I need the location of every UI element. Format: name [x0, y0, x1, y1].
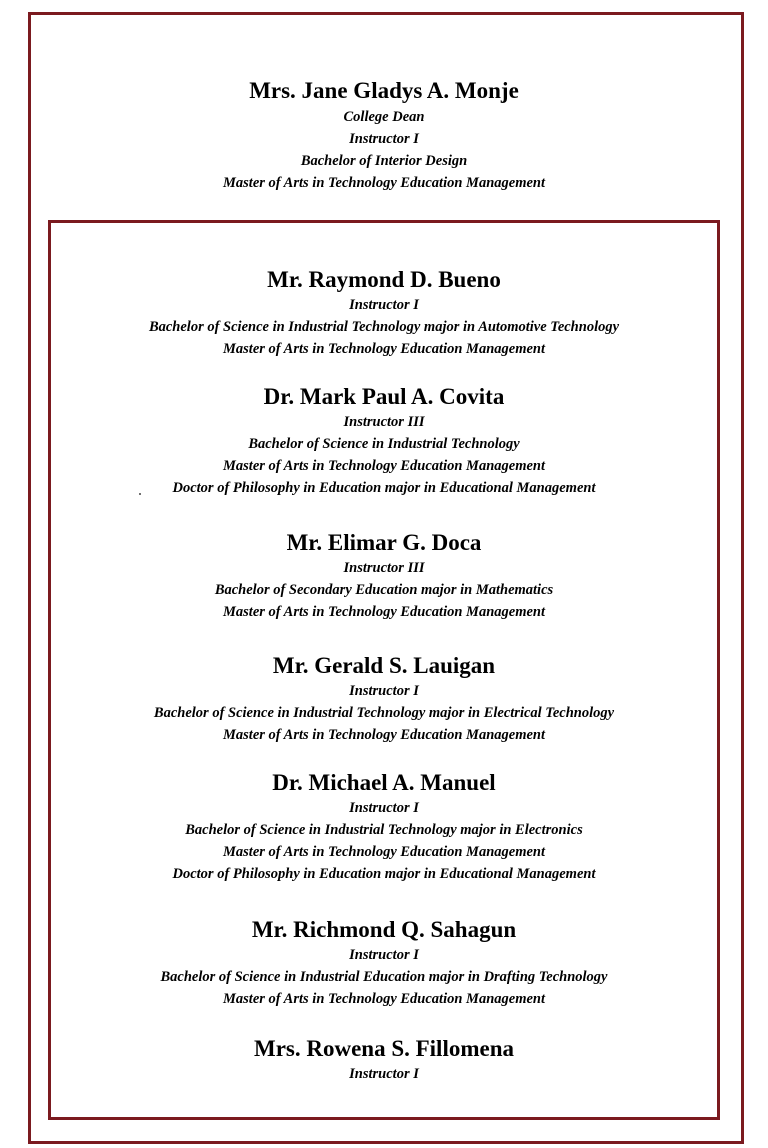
faculty-rank: Instructor III — [343, 414, 425, 430]
dean-name: Mrs. Jane Gladys A. Monje — [249, 78, 519, 103]
faculty-degree: Master of Arts in Technology Education Management — [223, 991, 545, 1007]
faculty-profile — [0, 383, 768, 499]
dean-rank: Instructor I — [349, 131, 419, 147]
faculty-rank: Instructor I — [349, 947, 419, 963]
faculty-degree: Master of Arts in Technology Education Management — [223, 341, 545, 357]
faculty-name: Mr. Raymond D. Bueno — [267, 267, 501, 292]
faculty-rank: Instructor I — [349, 800, 419, 816]
dean-master-degree: Master of Arts in Technology Education Management — [223, 175, 545, 191]
faculty-name: Mr. Elimar G. Doca — [286, 530, 482, 555]
faculty-profile — [0, 266, 768, 360]
faculty-profile — [0, 916, 768, 1010]
faculty-rank: Instructor I — [349, 1066, 419, 1082]
faculty-degree: Master of Arts in Technology Education Management — [223, 604, 545, 620]
faculty-rank: Instructor I — [349, 683, 419, 699]
faculty-rank: Instructor I — [349, 297, 419, 313]
faculty-profile — [0, 769, 768, 885]
faculty-name: Dr. Mark Paul A. Covita — [263, 384, 505, 409]
stray-mark — [139, 493, 141, 495]
faculty-profile — [0, 529, 768, 623]
faculty-degree: Bachelor of Science in Industrial Education major in Drafting Technology — [160, 969, 608, 985]
dean-bachelor-degree: Bachelor of Interior Design — [300, 153, 468, 169]
faculty-degree: Bachelor of Secondary Education major in Mathematics — [214, 582, 554, 598]
faculty-name: Dr. Michael A. Manuel — [272, 770, 496, 795]
faculty-degree: Bachelor of Science in Industrial Technology major in Electrical Technology — [153, 705, 615, 721]
faculty-name: Mr. Gerald S. Lauigan — [272, 653, 496, 678]
faculty-degree: Bachelor of Science in Industrial Technology — [248, 436, 520, 452]
dean-profile — [0, 76, 768, 194]
faculty-degree: Master of Arts in Technology Education Management — [223, 844, 545, 860]
faculty-name: Mr. Richmond Q. Sahagun — [251, 917, 517, 942]
faculty-degree: Master of Arts in Technology Education Management — [223, 727, 545, 743]
faculty-degree: Doctor of Philosophy in Education major in Educational Management — [172, 480, 596, 496]
faculty-name: Mrs. Rowena S. Fillomena — [253, 1036, 514, 1061]
faculty-degree: Bachelor of Science in Industrial Technology major in Automotive Technology — [148, 319, 620, 335]
faculty-degree: Bachelor of Science in Industrial Technology major in Electronics — [185, 822, 583, 838]
faculty-degree: Doctor of Philosophy in Education major in Educational Management — [172, 866, 596, 882]
faculty-profile — [0, 1035, 768, 1085]
faculty-degree: Master of Arts in Technology Education Management — [223, 458, 545, 474]
dean-position: College Dean — [343, 109, 425, 125]
faculty-profile — [0, 652, 768, 746]
faculty-rank: Instructor III — [343, 560, 425, 576]
